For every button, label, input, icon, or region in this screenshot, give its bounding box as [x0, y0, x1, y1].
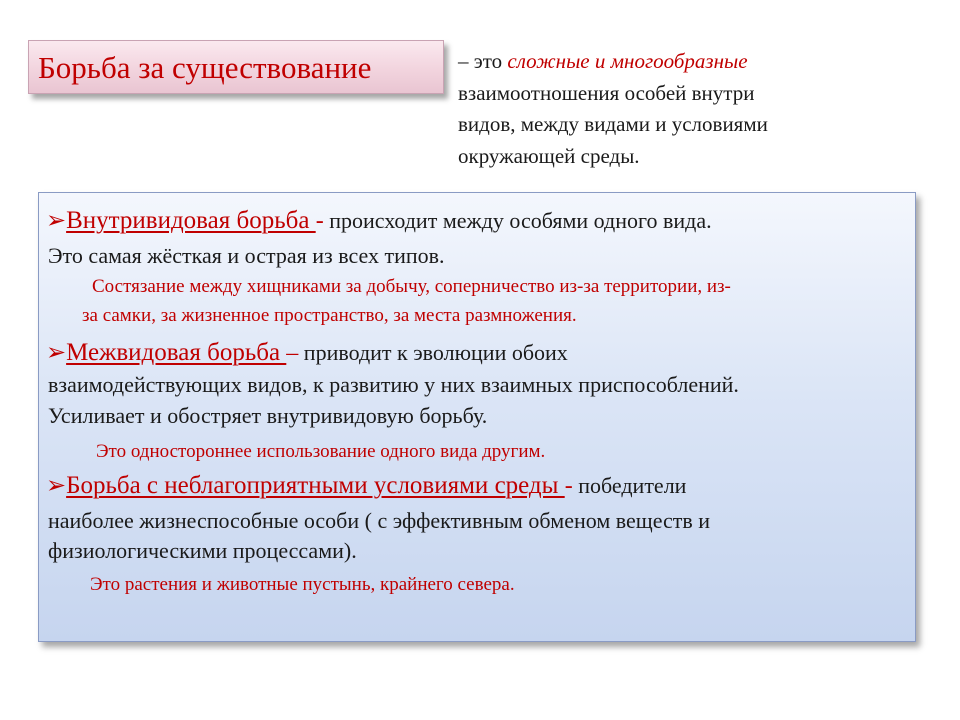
- example-line: Это растения и животные пустынь, крайнего севера.: [90, 574, 515, 595]
- arrow-bullet-icon: ➢: [46, 473, 67, 499]
- section-text-line: Это самая жёсткая и острая из всех типов.: [48, 243, 445, 268]
- term-dash: -: [564, 473, 573, 499]
- example-line: Это одностороннее использование одного вида другим.: [96, 441, 546, 462]
- section-text-line: наиболее жизнеспособные особи ( с эффективным обменом веществ и: [48, 508, 711, 533]
- definition-line-4: окружающей среды.: [458, 143, 640, 168]
- definition-accent: сложные и многообразные: [507, 49, 748, 73]
- section-intraspecific-heading: [46, 206, 712, 236]
- arrow-bullet-icon: ➢: [46, 208, 67, 234]
- definition-line-2: взаимоотношения особей внутри: [458, 80, 755, 105]
- definition-line-1: [458, 46, 898, 78]
- slide-title: Борьба за существование: [38, 50, 372, 85]
- term-intraspecific: Внутривидовая борьба: [66, 207, 316, 234]
- section-environment-heading: [46, 471, 686, 501]
- term-interspecific: Межвидовая борьба: [66, 339, 287, 366]
- example-line: за самки, за жизненное пространство, за места размножения.: [82, 305, 577, 326]
- section-lead: победители: [572, 473, 687, 498]
- term-dash: –: [286, 340, 299, 366]
- definition: [458, 46, 898, 172]
- section-text-line: взаимодействующих видов, к развитию у них взаимных приспособлений.: [48, 372, 739, 397]
- arrow-bullet-icon: ➢: [46, 340, 67, 366]
- section-lead: приводит к эволюции обоих: [298, 340, 568, 365]
- section-text-line: Усиливает и обостряет внутривидовую борьбу.: [48, 403, 488, 428]
- example-line: Состязание между хищниками за добычу, соперничество из-за территории, из-: [92, 276, 731, 297]
- section-text-line: физиологическими процессами).: [48, 538, 357, 563]
- definition-prefix: – это: [458, 49, 508, 73]
- section-interspecific-heading: [46, 338, 568, 368]
- term-dash: -: [315, 208, 324, 234]
- term-environment: Борьба с неблагоприятными условиями среды: [66, 472, 565, 499]
- section-lead: происходит между особями одного вида.: [323, 208, 712, 233]
- definition-line-3: видов, между видами и условиями: [458, 112, 768, 136]
